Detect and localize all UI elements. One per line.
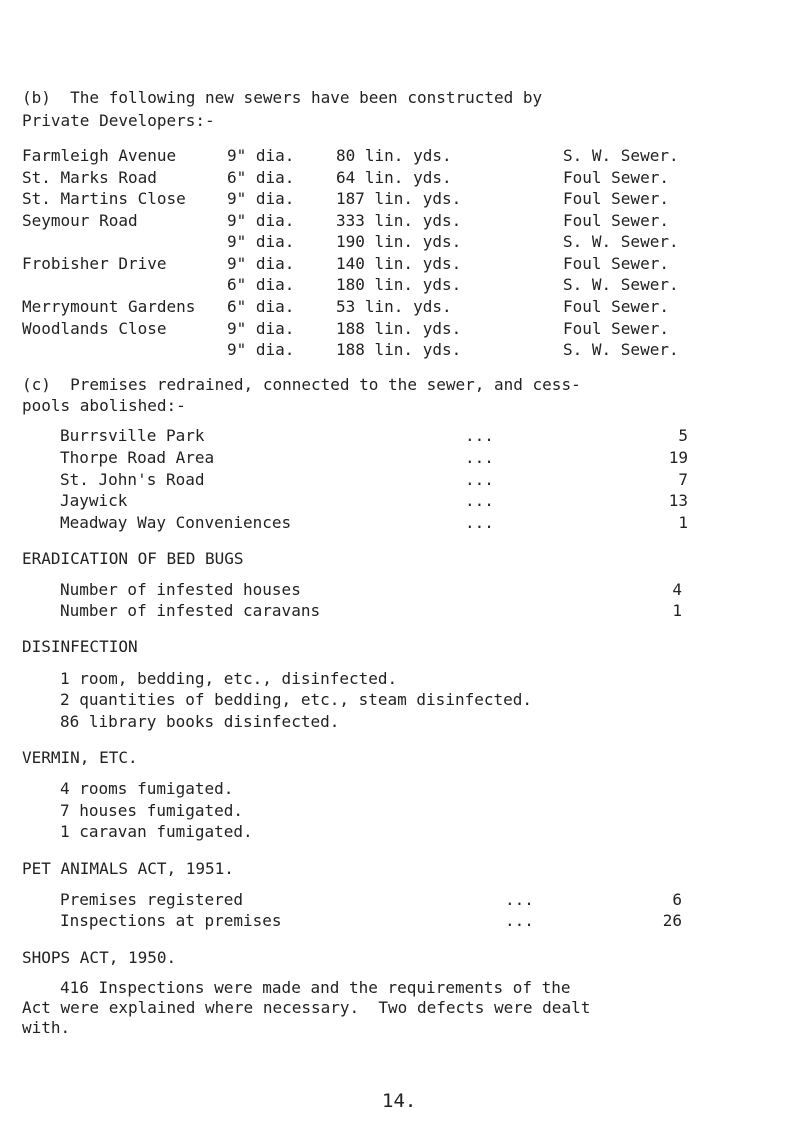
sewer-diameter: 9" dia.: [227, 254, 295, 273]
sewer-length: 64 lin. yds.: [336, 168, 452, 187]
shops-heading: SHOPS ACT, 1950.: [22, 948, 177, 967]
sewer-street: St. Marks Road: [22, 168, 157, 187]
vermin-heading: VERMIN, ETC.: [22, 748, 138, 767]
sewer-length: 188 lin. yds.: [336, 340, 462, 359]
sewer-diameter: 6" dia.: [227, 275, 295, 294]
sewer-diameter: 6" dia.: [227, 168, 295, 187]
sewer-diameter: 9" dia.: [227, 189, 295, 208]
vermin-line: 1 caravan fumigated.: [60, 822, 253, 841]
sewer-type: S. W. Sewer.: [563, 232, 679, 251]
pet-animals-count: 6: [672, 890, 682, 909]
sewer-length: 140 lin. yds.: [336, 254, 462, 273]
sewer-street: St. Martins Close: [22, 189, 186, 208]
sewer-diameter: 9" dia.: [227, 232, 295, 251]
sewer-street: Frobisher Drive: [22, 254, 167, 273]
premises-count: 1: [678, 513, 688, 532]
premises-place: Jaywick: [60, 491, 128, 510]
sewer-type: S. W. Sewer.: [563, 275, 679, 294]
sewer-street: Merrymount Gardens: [22, 297, 196, 316]
vermin-line: 4 rooms fumigated.: [60, 779, 234, 798]
premises-count: 19: [668, 448, 688, 467]
sewer-type: Foul Sewer.: [563, 211, 669, 230]
sewer-length: 187 lin. yds.: [336, 189, 462, 208]
premises-dots: ...: [465, 470, 494, 489]
sewer-street: Farmleigh Avenue: [22, 146, 177, 165]
sewer-diameter: 9" dia.: [227, 146, 295, 165]
pet-animals-label: Inspections at premises: [60, 911, 282, 930]
disinfection-line: 86 library books disinfected.: [60, 712, 340, 731]
premises-count: 7: [678, 470, 688, 489]
bed-bugs-heading: ERADICATION OF BED BUGS: [22, 549, 244, 568]
pet-animals-dots: ...: [505, 911, 534, 930]
sewers-heading-line2: Private Developers:-: [22, 111, 215, 130]
page-number: 14.: [382, 1090, 417, 1112]
sewer-length: 190 lin. yds.: [336, 232, 462, 251]
premises-heading-line2: pools abolished:-: [22, 396, 186, 415]
sewers-heading-line1: (b) The following new sewers have been constructed by: [22, 88, 543, 107]
sewer-type: Foul Sewer.: [563, 297, 669, 316]
premises-place: Meadway Way Conveniences: [60, 513, 292, 532]
disinfection-line: 1 room, bedding, etc., disinfected.: [60, 669, 398, 688]
bed-bugs-label: Number of infested caravans: [60, 601, 321, 620]
premises-dots: ...: [465, 513, 494, 532]
sewer-length: 180 lin. yds.: [336, 275, 462, 294]
sewer-diameter: 9" dia.: [227, 211, 295, 230]
sewer-diameter: 6" dia.: [227, 297, 295, 316]
sewer-type: Foul Sewer.: [563, 168, 669, 187]
vermin-line: 7 houses fumigated.: [60, 801, 244, 820]
sewer-length: 80 lin. yds.: [336, 146, 452, 165]
sewer-length: 333 lin. yds.: [336, 211, 462, 230]
disinfection-line: 2 quantities of bedding, etc., steam disinfected.: [60, 690, 533, 709]
pet-animals-count: 26: [662, 911, 682, 930]
premises-place: Burrsville Park: [60, 426, 205, 445]
premises-dots: ...: [465, 491, 494, 510]
sewer-type: S. W. Sewer.: [563, 146, 679, 165]
premises-place: St. John's Road: [60, 470, 205, 489]
bed-bugs-label: Number of infested houses: [60, 580, 301, 599]
sewer-type: Foul Sewer.: [563, 189, 669, 208]
pet-animals-dots: ...: [505, 890, 534, 909]
sewer-type: S. W. Sewer.: [563, 340, 679, 359]
sewer-length: 53 lin. yds.: [336, 297, 452, 316]
shops-paragraph-line: 416 Inspections were made and the requirements of the: [60, 978, 571, 997]
premises-count: 5: [678, 426, 688, 445]
sewer-type: Foul Sewer.: [563, 254, 669, 273]
premises-dots: ...: [465, 448, 494, 467]
pet-animals-label: Premises registered: [60, 890, 244, 909]
premises-heading-line1: (c) Premises redrained, connected to the sewer, and cess-: [22, 375, 581, 394]
sewer-street: Seymour Road: [22, 211, 138, 230]
shops-paragraph-line: with.: [22, 1018, 71, 1037]
disinfection-heading: DISINFECTION: [22, 637, 138, 656]
bed-bugs-count: 4: [672, 580, 682, 599]
sewer-street: Woodlands Close: [22, 319, 167, 338]
sewer-length: 188 lin. yds.: [336, 319, 462, 338]
sewer-diameter: 9" dia.: [227, 319, 295, 338]
sewer-type: Foul Sewer.: [563, 319, 669, 338]
shops-paragraph-line: Act were explained where necessary. Two defects were dealt: [22, 998, 591, 1017]
premises-count: 13: [668, 491, 688, 510]
premises-dots: ...: [465, 426, 494, 445]
pet-animals-heading: PET ANIMALS ACT, 1951.: [22, 859, 234, 878]
premises-place: Thorpe Road Area: [60, 448, 215, 467]
sewer-diameter: 9" dia.: [227, 340, 295, 359]
bed-bugs-count: 1: [672, 601, 682, 620]
